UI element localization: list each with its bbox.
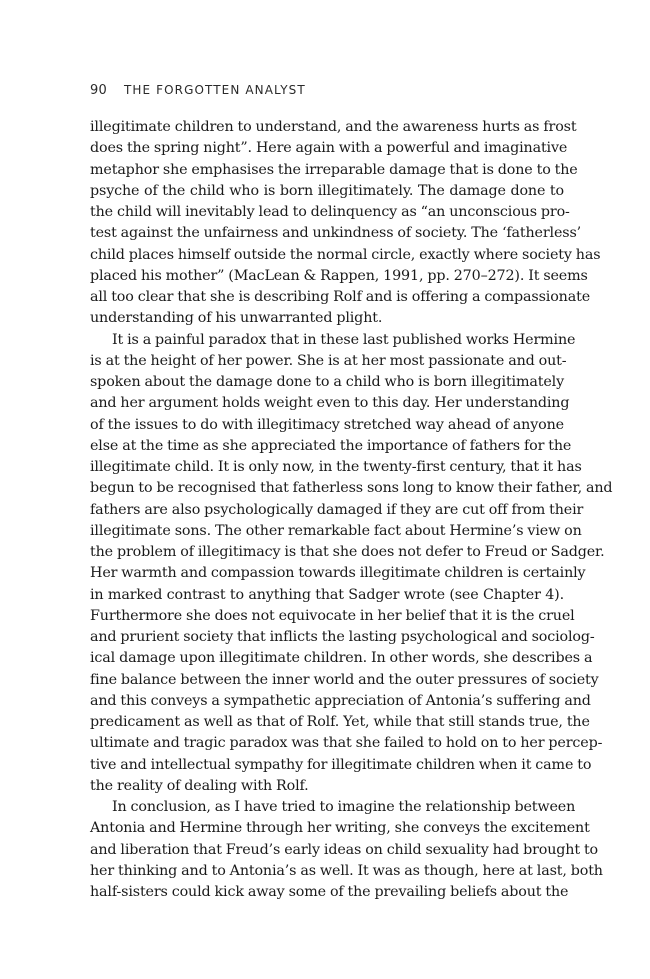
- text-line: does the spring night”. Here again with a powerful and imaginative: [90, 140, 568, 157]
- text-line: placed his mother” (MacLean & Rappen, 1991, pp. 270–272). It seems: [90, 267, 588, 284]
- text-line: the problem of illegitimacy is that she does not defer to Freud or Sadger.: [90, 544, 605, 560]
- text-line: illegitimate child. It is only now, in the twenty-first century, that it has: [90, 459, 582, 475]
- text-line: illegitimate children to understand, and the awareness hurts as frost: [90, 119, 577, 135]
- book-title: THE FORGOTTEN ANALYST: [123, 83, 306, 97]
- text-line: all too clear that she is describing Rolf and is offering a compassionate: [90, 289, 591, 305]
- text-line: and liberation that Freud’s early ideas on child sexuality had brought to: [90, 841, 598, 858]
- running-head: [90, 82, 306, 98]
- text-line: fine balance between the inner world and the outer pressures of society: [90, 671, 599, 688]
- text-line: and prurient society that inflicts the lasting psychological and sociolog-: [90, 629, 595, 645]
- text-line: psyche of the child who is born illegitimately. The damage done to: [90, 182, 564, 199]
- text-line: Furthermore she does not equivocate in her belief that it is the cruel: [90, 607, 575, 624]
- text-line: test against the unfairness and unkindness of society. The ‘fatherless’: [90, 225, 582, 242]
- text-line: predicament as well as that of Rolf. Yet, while that still stands true, the: [90, 714, 590, 730]
- text-line: and this conveys a sympathetic appreciation of Antonia’s suffering and: [90, 692, 591, 709]
- text-line: is at the height of her power. She is at her most passionate and out-: [90, 352, 567, 369]
- text-line: understanding of his unwarranted plight.: [90, 310, 383, 327]
- paragraph: [90, 797, 603, 903]
- text-line: metaphor she emphasises the irreparable damage that is done to the: [90, 161, 578, 178]
- text-line: It is a painful paradox that in these last published works Hermine: [112, 331, 576, 348]
- text-line: ical damage upon illegitimate children. In other words, she describes a: [90, 650, 593, 667]
- text-line: the child will inevitably lead to delinquency as “an unconscious pro-: [90, 204, 570, 220]
- text-line: in marked contrast to anything that Sadger wrote (see Chapter 4).: [90, 586, 564, 603]
- paragraph: [90, 330, 613, 798]
- body-text: [90, 117, 613, 903]
- text-line: tive and intellectual sympathy for illegitimate children when it came to: [90, 756, 592, 773]
- text-line: ultimate and tragic paradox was that she failed to hold on to her percep-: [90, 735, 603, 752]
- text-line: her thinking and to Antonia’s as well. It was as though, here at last, both: [90, 862, 603, 879]
- text-line: Her warmth and compassion towards illegitimate children is certainly: [90, 565, 586, 582]
- text-line: Antonia and Hermine through her writing, she conveys the excitement: [90, 820, 590, 837]
- text-line: of the issues to do with illegitimacy stretched way ahead of anyone: [90, 416, 564, 433]
- text-line: illegitimate sons. The other remarkable fact about Hermine’s view on: [90, 522, 582, 539]
- page-number: 90: [90, 83, 107, 98]
- text-line: and her argument holds weight even to this day. Her understanding: [90, 395, 570, 412]
- text-line: fathers are also psychologically damaged if they are cut off from their: [90, 501, 584, 518]
- text-line: child places himself outside the normal circle, exactly where society has: [90, 246, 601, 263]
- text-line: begun to be recognised that fatherless sons long to know their father, and: [90, 480, 613, 497]
- text-line: else at the time as she appreciated the importance of fathers for the: [90, 437, 572, 454]
- text-line: spoken about the damage done to a child who is born illegitimately: [90, 374, 564, 390]
- paragraph: [90, 117, 601, 330]
- text-line: In conclusion, as I have tried to imagine the relationship between: [112, 799, 576, 815]
- text-line: the reality of dealing with Rolf.: [90, 777, 309, 794]
- text-line: half-sisters could kick away some of the prevailing beliefs about the: [90, 884, 569, 900]
